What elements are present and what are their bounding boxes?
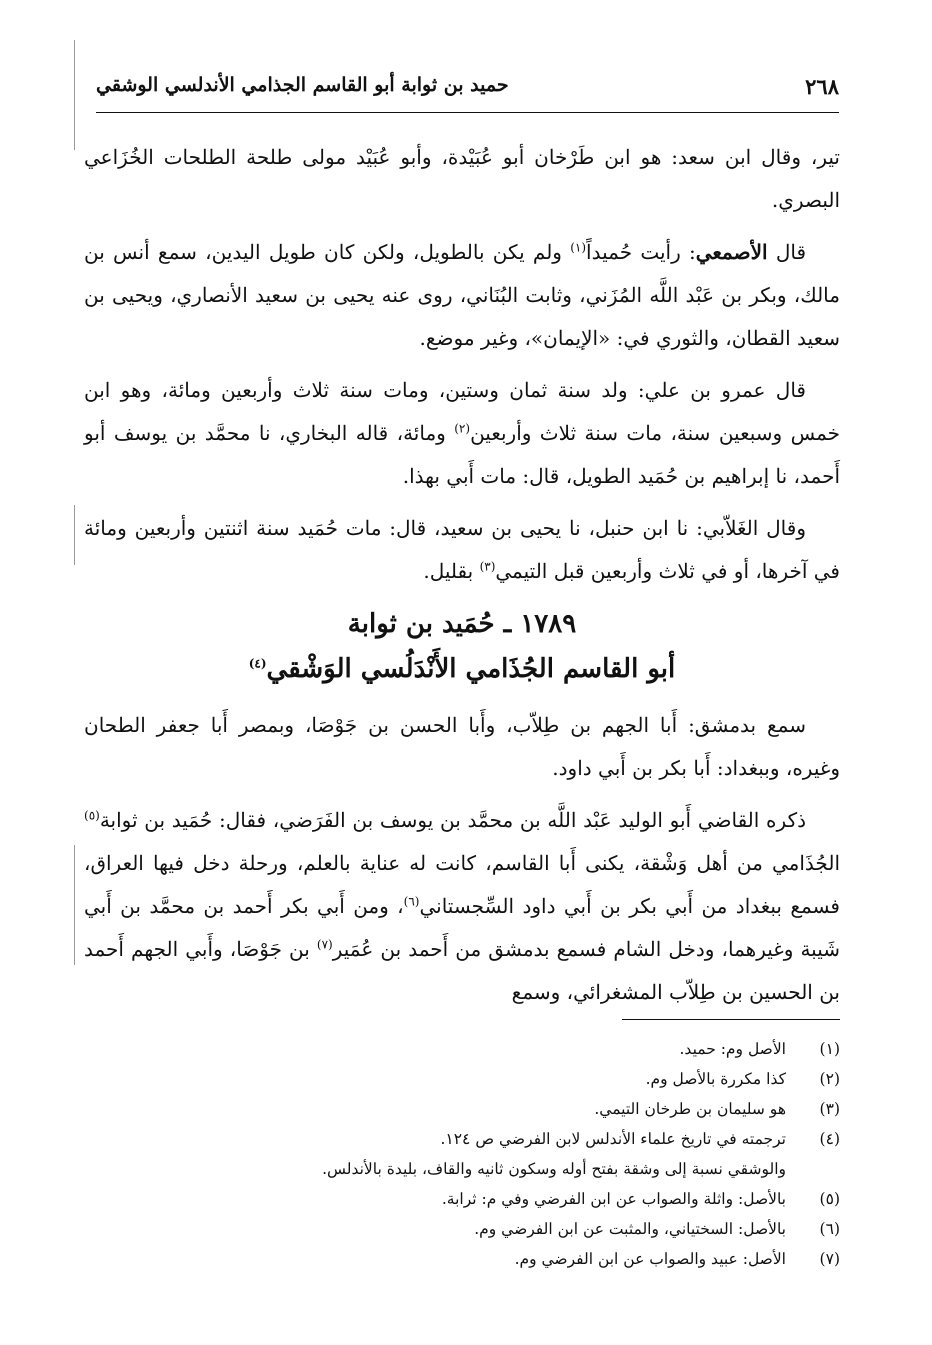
- paragraph: ذكره القاضي أَبو الوليد عَبْد اللَّه بن محمَّد بن يوسف بن الفَرَضي، فقال: حُمَيد بن ثوابة$^{(٥)}$ الجُذَامي من أهل وَشْقة، يكنى أَبا القاسم، كانت له عناية بالعلم، ورحلة دخل فيها العراق، فسمع ببغداد من أَبي بكر بن أَبي داود السِّجستاني$^{(٦)}$، ومن أَبي بكر أَحمد بن محمَّد بن أَبي شَيبة وغيرهما، ودخل الشام فسمع بدمشق من أَحمد بن عُمَير$^{(٧)}$ بن جَوْصَا، وأَبي الجهم أَحمد بن الحسين بن طِلاّب المشغرائي، وسمع: [84, 808, 841, 1004]
- footnote-number: (٧): [819, 1250, 840, 1268]
- footnote: [200, 1124, 840, 1154]
- footnote: [200, 1094, 840, 1124]
- scan-margin-line: [74, 845, 75, 965]
- footnote-text: ترجمته في تاريخ علماء الأندلس لابن الفرضي ص ١٢٤.: [440, 1130, 786, 1148]
- footnote-marker: (٢): [454, 421, 471, 436]
- footnote-text: بالأصل: السختياني، والمثبت عن ابن الفرضي وم.: [474, 1220, 786, 1238]
- footnote: [200, 1064, 840, 1094]
- footnote: [200, 1184, 840, 1214]
- footnote-marker: (٣): [479, 559, 496, 574]
- footnote-number: (٦): [819, 1220, 840, 1238]
- paragraph: قال عمرو بن علي: ولد سنة ثمان وستين، ومات سنة ثلاث وأربعين ومائة، وهو ابن خمس وسبعين سنة، مات سنة ثلاث وأربعين$^{(٢)}$ ومائة، قاله البخاري، نا محمَّد بن يوسف أبو أَحمد، نا إبراهيم بن حُمَيد الطويل، قال: مات أَبي بهذا.: [84, 378, 840, 488]
- page-number: ٢٦٨: [805, 74, 839, 99]
- scan-margin-line: [74, 505, 75, 565]
- footnote-text: الأصل وم: حميد.: [679, 1040, 786, 1058]
- footnote-number: (٥): [819, 1190, 840, 1208]
- page-header: [96, 68, 839, 108]
- entry-title: ١٧٨٩ ـ حُمَيد بن ثوابة: [347, 609, 577, 639]
- narrator-name: الأصمعي: [695, 240, 768, 264]
- footnote-marker: (٥): [84, 808, 100, 823]
- footnote-number: (٤): [819, 1130, 840, 1148]
- footnotes-rule: [622, 1019, 840, 1020]
- footnote-number: (٣): [819, 1100, 840, 1118]
- footnote-number: (١): [819, 1040, 840, 1058]
- footnote: [200, 1034, 840, 1064]
- footnote-marker: (٧): [316, 937, 333, 952]
- paragraph: سمع بدمشق: أَبا الجهم بن طِلاّب، وأَبا الحسن بن جَوْصَا، وبمصر أَبا جعفر الطحان وغيره، وببغداد: أَبا بكر بن أَبي داود.: [84, 713, 840, 780]
- footnote-text: كذا مكررة بالأصل وم.: [645, 1070, 786, 1088]
- header-rule: [96, 112, 839, 113]
- running-head: حميد بن ثوابة أبو القاسم الجذامي الأندلسي الوشقي: [96, 74, 509, 96]
- footnote-continuation: والوشقي نسبة إلى وشقة بفتح أوله وسكون ثانيه والقاف، بليدة بالأندلس.: [322, 1160, 786, 1178]
- footnote: [200, 1214, 840, 1244]
- paragraph: تير، وقال ابن سعد: هو ابن طَرْخان أبو عُبَيْدة، وأبو عُبَيْد مولى طلحة الطلحات الخُزَاعي البصري.: [84, 145, 840, 212]
- main-text: [84, 136, 840, 1023]
- footnote-text: هو سليمان بن طرخان التيمي.: [594, 1100, 786, 1118]
- footnote-number: (٢): [819, 1070, 840, 1088]
- paragraph: قال الأصمعي: رأيت حُميداً$^{(١)}$ ولم يكن بالطويل، ولكن كان طويل اليدين، سمع أنس بن مالك، وبكر بن عَبْد اللَّه المُزَني، وثابت البُنَاني، روى عنه يحيى بن سعيد الأنصاري، ويحيى بن سعيد القطان، والثوري في: «الإيمان»، وغير موضع.: [84, 240, 840, 350]
- footnote-marker: (٤): [248, 656, 267, 671]
- footnote-text: الأصل: عبيد والصواب عن ابن الفرضي وم.: [514, 1250, 786, 1268]
- scan-margin-line: [74, 40, 75, 150]
- footnote-marker: (٦): [403, 894, 420, 909]
- footnote: [200, 1244, 840, 1274]
- footnote-marker: (١): [570, 240, 587, 255]
- entry-subtitle: أبو القاسم الجُذَامي الأَنْدَلُسي الوَشْقي$^{(٤)}$: [248, 654, 676, 684]
- paragraph: وقال الغَلاّبي: نا ابن حنبل، نا يحيى بن سعيد، قال: مات حُمَيد سنة اثنتين وأربعين ومائة في آخرها، أو في ثلاث وأربعين قبل التيمي$^{(٣)}$ بقليل.: [84, 516, 840, 583]
- footnotes: [200, 1034, 840, 1274]
- footnote-text: بالأصل: واثلة والصواب عن ابن الفرضي وفي م: ثرابة.: [441, 1190, 786, 1208]
